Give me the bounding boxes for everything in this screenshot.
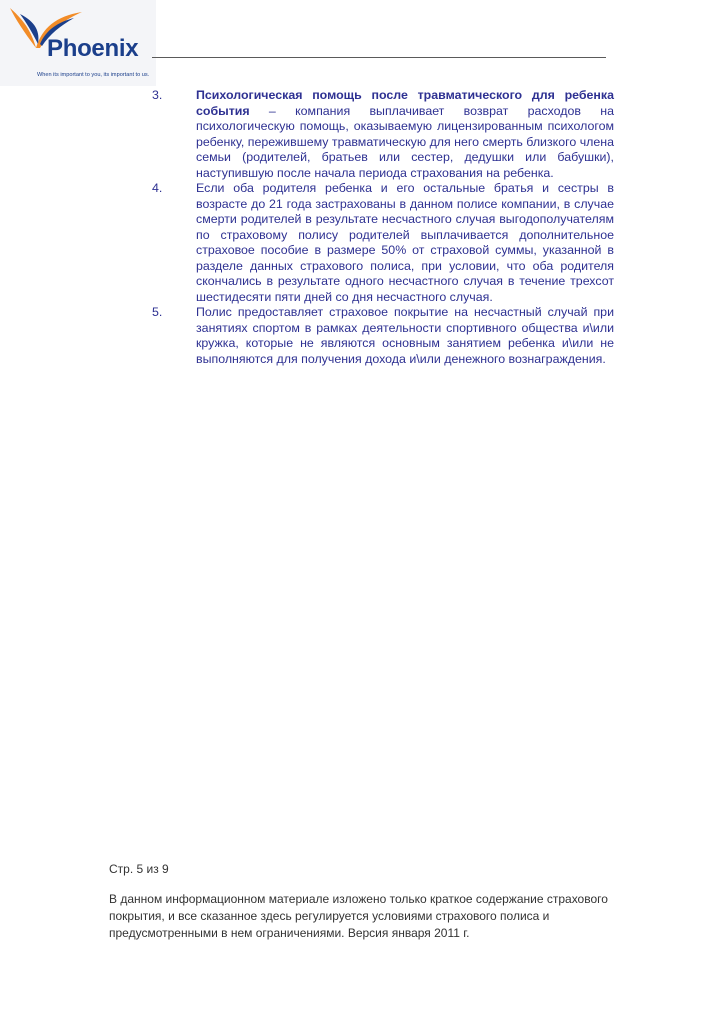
list-item (152, 181, 614, 305)
item-number: 3. (152, 88, 163, 102)
header-logo (0, 0, 156, 86)
item-number: 5. (152, 305, 163, 319)
item-text: Если оба родителя ребенка и его остальные братья и сестры в возрасте до 21 года застрахованы в данном полисе компании, в случае смерти родителей в результате несчастного случая выгодополучателям по страховому полису родителей выплачивается дополнительное страховое пособие в размере 50% от страховой суммы, указанной в разделе данных страхового полиса, при условии, что оба родителя скончались в результате одного несчастного случая в течение трехсот шестидесяти пяти дней со дня несчастного случая. (196, 181, 614, 304)
list-item (152, 305, 614, 367)
item-body (196, 88, 614, 181)
item-text: Полис предоставляет страховое покрытие на несчастный случай при занятиях спортом в рамках деятельности спортивного общества и\или кружка, которые не являются основным занятием ребенка и\или не выполняются для получения дохода и\или денежного вознаграждения. (196, 305, 614, 366)
logo-wordmark: Phoenix (47, 35, 139, 62)
coverage-list (152, 88, 614, 367)
page-number: Стр. 5 из 9 (109, 862, 169, 876)
item-text: – компания выплачивает возврат расходов на психологическую помощь, оказываемую лицензированным психологом ребенку, пережившему травматическую для него смерть близкого члена семьи (родителей, братьев или сестер, дедушки или бабушки), наступившую после начала периода страхования на ребенка. (196, 103, 615, 180)
list-item (152, 88, 614, 181)
item-title: Психологическая помощь после травматического для ребенка события (196, 88, 614, 118)
logo-tagline: When its important to you, its important to us. (37, 72, 150, 78)
header-divider (152, 57, 606, 58)
footer-disclaimer: В данном информационном материале изложено только краткое содержание страхового покрытия, и все сказанное здесь регулируется условиями страхового полиса и предусмотренными в нем ограничениями. Версия января 2011 г. (109, 892, 608, 940)
item-number: 4. (152, 181, 163, 195)
